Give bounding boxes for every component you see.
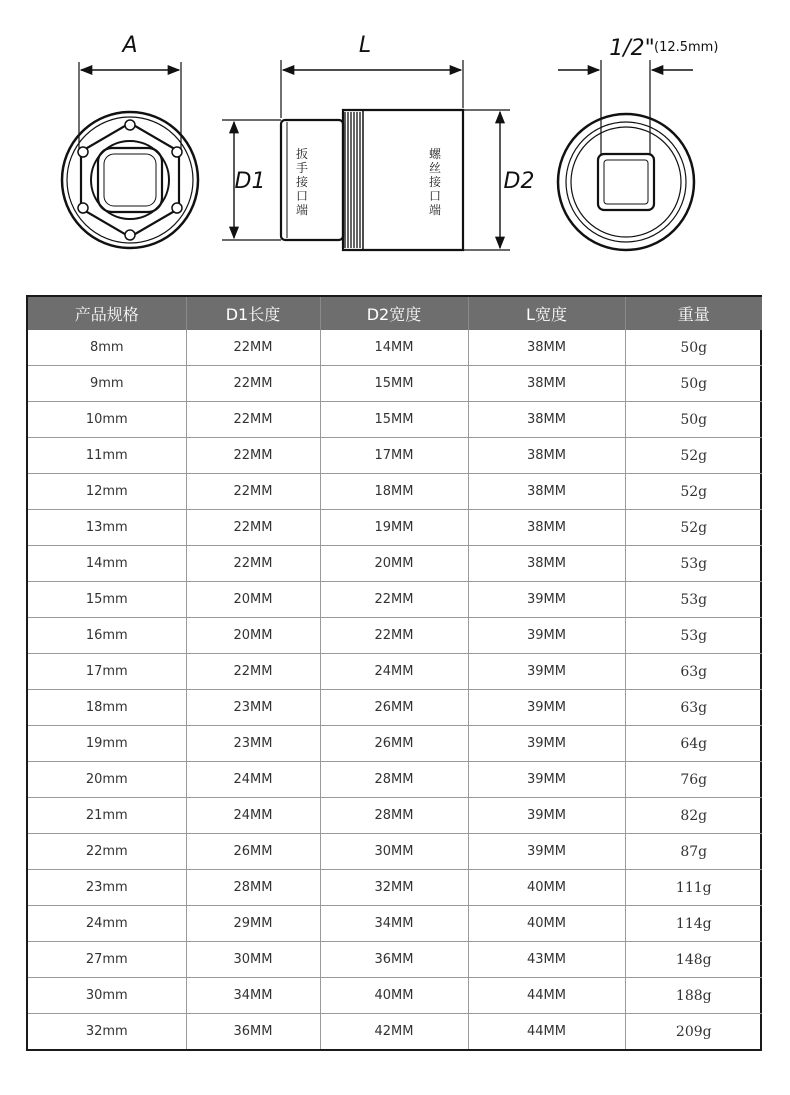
d1-cell: 20MM — [186, 582, 320, 618]
d2-cell: 24MM — [320, 654, 468, 690]
spec-table — [26, 295, 762, 1051]
l-cell: 39MM — [468, 798, 625, 834]
weight-cell: 209g — [675, 1023, 712, 1040]
weight-cell: 50g — [625, 366, 762, 402]
table-row — [28, 942, 762, 978]
d1-cell: 24MM — [186, 798, 320, 834]
d1-cell: 34MM — [186, 978, 320, 1014]
d2-cell: 32MM — [320, 870, 468, 906]
d2-cell: 26MM — [320, 726, 468, 762]
l-cell: 38MM — [468, 330, 625, 366]
d1-cell: 22MM — [186, 402, 320, 438]
d1-cell: 28MM — [186, 870, 320, 906]
spec-cell: 15mm — [28, 582, 186, 618]
d1-cell: 22MM — [186, 366, 320, 402]
table-row — [28, 906, 762, 942]
weight-cell: 52g — [625, 510, 762, 546]
spec-cell: 17mm — [28, 654, 186, 690]
svg-text:丝: 丝 — [428, 161, 442, 175]
spec-cell: 12mm — [28, 474, 186, 510]
d1-cell: 36MM — [186, 1014, 320, 1050]
weight-cell: 82g — [625, 798, 762, 834]
svg-text:手: 手 — [295, 161, 309, 175]
l-cell: 39MM — [468, 690, 625, 726]
table-row — [28, 438, 762, 474]
d2-cell: 15MM — [320, 402, 468, 438]
dimension-a-label: A — [122, 33, 138, 58]
weight-cell: 50g — [625, 330, 762, 366]
hex-end-view — [62, 33, 198, 248]
l-cell: 39MM — [468, 654, 625, 690]
table-row — [28, 834, 762, 870]
socket-dimension-diagram — [0, 0, 790, 290]
weight-cell: 148g — [625, 942, 762, 978]
table-row — [28, 762, 762, 798]
svg-text:扳: 扳 — [295, 147, 309, 161]
spec-cell: 9mm — [28, 366, 186, 402]
d1-cell: 22MM — [186, 654, 320, 690]
table-row — [28, 366, 762, 402]
weight-cell: 50g — [625, 402, 762, 438]
d2-cell: 15MM — [320, 366, 468, 402]
spec-cell: 11mm — [28, 438, 186, 474]
l-cell: 38MM — [468, 546, 625, 582]
weight-cell: 188g — [625, 978, 762, 1014]
table-row — [28, 690, 762, 726]
header-weight: 重量 — [625, 297, 762, 330]
table-row — [28, 798, 762, 834]
drive-end-view — [558, 36, 718, 250]
l-cell: 39MM — [468, 582, 625, 618]
weight-cell: 64g — [625, 726, 762, 762]
svg-text:口: 口 — [428, 189, 442, 203]
l-cell: 39MM — [468, 834, 625, 870]
dimension-d2-label: D2 — [503, 169, 535, 194]
d2-cell: 30MM — [320, 834, 468, 870]
table-row — [28, 654, 762, 690]
l-cell: 38MM — [468, 402, 625, 438]
spec-cell: 10mm — [28, 402, 186, 438]
svg-text:端: 端 — [295, 203, 309, 217]
spec-cell: 24mm — [28, 906, 186, 942]
spec-cell: 30mm — [28, 978, 186, 1014]
table-row — [28, 978, 762, 1014]
thread-end-label — [429, 146, 442, 217]
l-cell: 44MM — [468, 1014, 625, 1050]
spec-cell: 23mm — [28, 870, 186, 906]
table-row — [28, 618, 762, 654]
l-cell: 38MM — [468, 438, 625, 474]
dimension-d1-label: D1 — [234, 169, 266, 194]
d1-cell: 23MM — [186, 690, 320, 726]
spec-cell: 16mm — [28, 618, 186, 654]
wrench-end-label — [296, 146, 308, 217]
l-cell: 38MM — [468, 510, 625, 546]
header-d2: D2宽度 — [320, 297, 468, 330]
weight-cell: 53g — [625, 618, 762, 654]
l-cell: 40MM — [468, 906, 625, 942]
header-spec: 产品规格 — [28, 297, 186, 330]
l-cell: 39MM — [468, 762, 625, 798]
d2-cell: 18MM — [320, 474, 468, 510]
l-cell: 40MM — [468, 870, 625, 906]
spec-cell: 20mm — [28, 762, 186, 798]
header-l: L宽度 — [468, 297, 625, 330]
d1-cell: 24MM — [186, 762, 320, 798]
l-cell: 38MM — [468, 474, 625, 510]
weight-cell: 52g — [625, 474, 762, 510]
table-row — [28, 582, 762, 618]
table-row — [28, 510, 762, 546]
svg-text:接: 接 — [295, 175, 309, 189]
d1-cell: 30MM — [186, 942, 320, 978]
spec-cell: 19mm — [28, 726, 186, 762]
svg-text:螺: 螺 — [428, 147, 442, 161]
header-d1: D1长度 — [186, 297, 320, 330]
d2-cell: 28MM — [320, 798, 468, 834]
drive-size-mm-label: (12.5mm) — [654, 40, 719, 55]
d1-cell: 20MM — [186, 618, 320, 654]
table-row — [28, 870, 762, 906]
spec-cell: 14mm — [28, 546, 186, 582]
spec-cell: 18mm — [28, 690, 186, 726]
d2-cell: 22MM — [320, 582, 468, 618]
table-row — [28, 726, 762, 762]
spec-cell: 22mm — [28, 834, 186, 870]
weight-cell: 52g — [625, 438, 762, 474]
d1-cell: 22MM — [186, 474, 320, 510]
table-row — [28, 1014, 762, 1050]
weight-cell: 63g — [625, 654, 762, 690]
d1-cell: 22MM — [186, 330, 320, 366]
l-cell: 39MM — [468, 618, 625, 654]
spec-cell: 13mm — [28, 510, 186, 546]
drive-size-label: 1/2" — [609, 36, 655, 61]
weight-cell: 87g — [625, 834, 762, 870]
l-cell: 43MM — [468, 942, 625, 978]
weight-cell: 76g — [625, 762, 762, 798]
weight-cell: 53g — [625, 546, 762, 582]
d2-cell: 22MM — [320, 618, 468, 654]
d1-cell: 26MM — [186, 834, 320, 870]
table-row — [28, 402, 762, 438]
l-cell: 38MM — [468, 366, 625, 402]
weight-cell: 63g — [625, 690, 762, 726]
spec-cell: 8mm — [28, 330, 186, 366]
spec-cell: 32mm — [28, 1014, 186, 1050]
d2-cell: 20MM — [320, 546, 468, 582]
d1-cell: 22MM — [186, 546, 320, 582]
d1-cell: 29MM — [186, 906, 320, 942]
side-view — [222, 33, 534, 250]
d2-cell: 36MM — [320, 942, 468, 978]
table-body — [28, 330, 762, 1049]
weight-cell: 114g — [625, 906, 762, 942]
svg-text:接: 接 — [428, 175, 442, 189]
d2-cell: 40MM — [320, 978, 468, 1014]
table-row — [28, 330, 762, 366]
d2-cell: 17MM — [320, 438, 468, 474]
weight-cell: 53g — [625, 582, 762, 618]
d2-cell: 26MM — [320, 690, 468, 726]
svg-text:口: 口 — [295, 189, 309, 203]
d2-cell: 34MM — [320, 906, 468, 942]
d1-cell: 22MM — [186, 510, 320, 546]
l-cell: 39MM — [468, 726, 625, 762]
spec-cell: 21mm — [28, 798, 186, 834]
d2-cell: 42MM — [320, 1014, 468, 1050]
table-row — [28, 474, 762, 510]
svg-text:端: 端 — [428, 203, 442, 217]
d2-cell: 14MM — [320, 330, 468, 366]
dimension-l-label: L — [358, 33, 372, 58]
d2-cell: 19MM — [320, 510, 468, 546]
d1-cell: 22MM — [186, 438, 320, 474]
table-header-row — [28, 297, 762, 330]
d2-cell: 28MM — [320, 762, 468, 798]
l-cell: 44MM — [468, 978, 625, 1014]
d1-cell: 23MM — [186, 726, 320, 762]
spec-cell: 27mm — [28, 942, 186, 978]
weight-cell: 111g — [625, 870, 762, 906]
table-row — [28, 546, 762, 582]
